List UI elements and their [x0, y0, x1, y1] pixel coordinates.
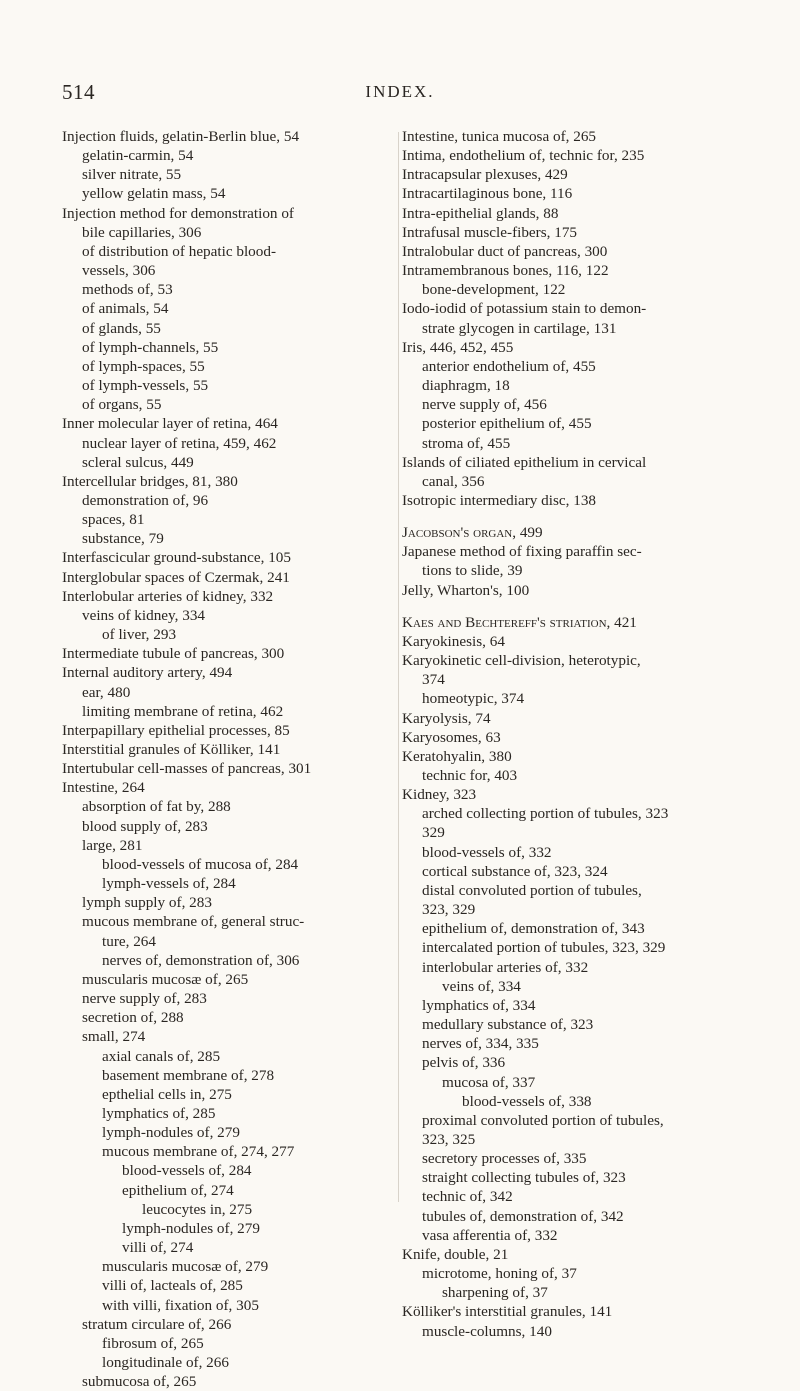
- index-subentry: medullary substance of, 323: [422, 1016, 594, 1034]
- index-entry: Jacobson's organ, 499: [402, 524, 543, 542]
- index-entry: Intertubular cell-masses of pancreas, 301: [62, 760, 312, 778]
- index-subentry: 323, 329: [422, 901, 476, 919]
- index-subentry: leucocytes in, 275: [142, 1200, 253, 1218]
- index-subentry: blood-vessels of, 284: [122, 1162, 252, 1180]
- index-subentry: secretion of, 288: [82, 1009, 184, 1027]
- index-subentry: straight collecting tubules of, 323: [422, 1169, 626, 1187]
- index-subentry: interlobular arteries of, 332: [422, 958, 589, 976]
- index-subentry: nerve supply of, 283: [82, 990, 207, 1008]
- index-subentry: fibrosum of, 265: [102, 1334, 204, 1352]
- index-subentry: gelatin-carmin, 54: [82, 147, 194, 165]
- index-subentry: epithelium of, 274: [122, 1181, 234, 1199]
- section-gap: [402, 600, 740, 613]
- index-entry: Japanese method of fixing paraffin sec-: [402, 543, 642, 561]
- index-subentry: nerve supply of, 456: [422, 396, 547, 414]
- index-subentry: absorption of fat by, 288: [82, 798, 231, 816]
- index-subentry: muscularis mucosæ of, 279: [102, 1258, 269, 1276]
- index-entry: Jelly, Wharton's, 100: [402, 581, 530, 599]
- index-entry: Isotropic intermediary disc, 138: [402, 491, 597, 509]
- index-subentry: limiting membrane of retina, 462: [82, 702, 284, 720]
- index-subentry: 323, 325: [422, 1130, 476, 1148]
- index-subentry: nerves of, 334, 335: [422, 1035, 539, 1053]
- index-subentry: lymph-nodules of, 279: [102, 1124, 240, 1142]
- index-entry: Interpapillary epithelial processes, 85: [62, 721, 290, 739]
- index-subentry: diaphragm, 18: [422, 377, 510, 395]
- index-entry: Intestine, 264: [62, 779, 145, 797]
- index-subentry: of lymph-vessels, 55: [82, 377, 209, 395]
- index-subentry: villi of, lacteals of, 285: [102, 1277, 243, 1295]
- index-subentry: ear, 480: [82, 683, 131, 701]
- index-subentry: pelvis of, 336: [422, 1054, 506, 1072]
- page-number: 514: [62, 80, 95, 104]
- index-column-left: [62, 127, 390, 1391]
- index-entry: Injection method for demonstration of: [62, 204, 294, 222]
- index-subentry: bile capillaries, 306: [82, 223, 202, 241]
- index-entry: Intracapsular plexuses, 429: [402, 166, 568, 184]
- index-subentry: of lymph-spaces, 55: [82, 357, 205, 375]
- index-entry: Karyokinetic cell-division, heterotypic,: [402, 652, 641, 670]
- index-subentry: large, 281: [82, 836, 143, 854]
- running-title: INDEX.: [365, 82, 435, 101]
- index-subentry: spaces, 81: [82, 511, 145, 529]
- index-entry: Karyolysis, 74: [402, 709, 491, 727]
- index-subentry: axial canals of, 285: [102, 1047, 221, 1065]
- index-subentry: blood-vessels of, 338: [462, 1092, 592, 1110]
- index-subentry: technic for, 403: [422, 767, 518, 784]
- index-entry: Kaes and Bechtereff's striation, 421: [402, 613, 637, 631]
- index-entry: Intramembranous bones, 116, 122: [402, 262, 609, 280]
- column-divider: [398, 132, 399, 1202]
- index-subentry: arched collecting portion of tubules, 323: [422, 805, 669, 823]
- index-subentry: lymphatics of, 285: [102, 1104, 216, 1122]
- index-subentry: muscularis mucosæ of, 265: [82, 970, 249, 988]
- index-subentry: submucosa of, 265: [82, 1373, 197, 1391]
- index-subentry: nerves of, demonstration of, 306: [102, 951, 300, 969]
- index-subentry: microtome, honing of, 37: [422, 1265, 577, 1283]
- index-subentry: stroma of, 455: [422, 434, 511, 452]
- index-entry: Interfascicular ground-substance, 105: [62, 549, 291, 567]
- index-subentry: demonstration of, 96: [82, 491, 209, 509]
- index-entry: Karyosomes, 63: [402, 728, 501, 746]
- index-subentry: longitudinale of, 266: [102, 1354, 229, 1371]
- index-subentry: veins of, 334: [442, 977, 521, 995]
- index-subentry: blood-vessels of, 332: [422, 843, 552, 861]
- index-subentry: lymphatics of, 334: [422, 996, 536, 1014]
- index-subentry: anterior endothelium of, 455: [422, 357, 596, 375]
- index-subentry: veins of kidney, 334: [82, 606, 206, 624]
- index-subentry: silver nitrate, 55: [82, 166, 182, 184]
- index-entry: Intracartilaginous bone, 116: [402, 185, 573, 203]
- index-entry: Kidney, 323: [402, 786, 477, 804]
- page-header: [62, 80, 738, 106]
- index-entry: Karyokinesis, 64: [402, 632, 505, 650]
- index-entry: Intestine, tunica mucosa of, 265: [402, 128, 597, 145]
- index-subentry: epithelium of, demonstration of, 343: [422, 920, 645, 938]
- index-entry: Internal auditory artery, 494: [62, 664, 233, 682]
- index-entry: Intrafusal muscle-fibers, 175: [402, 223, 578, 241]
- index-column-right: [402, 127, 740, 1341]
- index-subentry: mucosa of, 337: [442, 1073, 536, 1091]
- index-subentry: intercalated portion of tubules, 323, 329: [422, 939, 666, 957]
- index-subentry: vasa afferentia of, 332: [422, 1226, 558, 1244]
- index-entry: Intermediate tubule of pancreas, 300: [62, 645, 285, 663]
- index-subentry: ture, 264: [102, 932, 156, 950]
- index-subentry: canal, 356: [422, 472, 485, 490]
- index-entry: Iris, 446, 452, 455: [402, 338, 514, 356]
- index-subentry: of distribution of hepatic blood-: [82, 242, 277, 260]
- index-subentry: secretory processes of, 335: [422, 1150, 587, 1168]
- index-subentry: small, 274: [82, 1028, 146, 1046]
- index-subentry: distal convoluted portion of tubules,: [422, 881, 642, 899]
- index-subentry: 329: [422, 824, 445, 842]
- index-subentry: with villi, fixation of, 305: [102, 1296, 259, 1314]
- index-subentry: of glands, 55: [82, 319, 161, 337]
- index-subentry: lymph-vessels of, 284: [102, 875, 236, 893]
- index-subentry: posterior epithelium of, 455: [422, 415, 592, 433]
- index-subentry: proximal convoluted portion of tubules,: [422, 1111, 664, 1129]
- index-entry: Islands of ciliated epithelium in cervical: [402, 453, 647, 471]
- index-subentry: blood-vessels of mucosa of, 284: [102, 855, 299, 873]
- index-subentry: muscle-columns, 140: [422, 1322, 552, 1340]
- index-subentry: tubules of, demonstration of, 342: [422, 1207, 624, 1225]
- index-subentry: vessels, 306: [82, 262, 156, 280]
- index-subentry: strate glycogen in cartilage, 131: [422, 319, 617, 337]
- index-subentry: of liver, 293: [102, 626, 177, 644]
- index-subentry: of animals, 54: [82, 300, 169, 318]
- index-entry: Inner molecular layer of retina, 464: [62, 415, 278, 433]
- index-entry: Intralobular duct of pancreas, 300: [402, 242, 608, 260]
- index-subentry: 374: [422, 671, 445, 689]
- index-subentry: of organs, 55: [82, 396, 162, 414]
- index-subentry: villi of, 274: [122, 1239, 194, 1257]
- index-subentry: blood supply of, 283: [82, 817, 208, 835]
- index-subentry: nuclear layer of retina, 459, 462: [82, 434, 277, 452]
- index-subentry: mucous membrane of, general struc-: [82, 913, 305, 931]
- index-entry: Keratohyalin, 380: [402, 747, 512, 765]
- index-entry: Intra-epithelial glands, 88: [402, 204, 559, 222]
- index-subentry: of lymph-channels, 55: [82, 338, 219, 356]
- index-subentry: stratum circulare of, 266: [82, 1315, 232, 1333]
- index-subentry: methods of, 53: [82, 281, 173, 299]
- index-entry: Interglobular spaces of Czermak, 241: [62, 568, 290, 586]
- index-entry: Intima, endothelium of, technic for, 235: [402, 147, 645, 165]
- index-entry: Intercellular bridges, 81, 380: [62, 472, 238, 490]
- index-entry: Injection fluids, gelatin-Berlin blue, 54: [62, 128, 300, 145]
- index-entry: Interstitial granules of Kölliker, 141: [62, 741, 281, 758]
- index-subentry: yellow gelatin mass, 54: [82, 185, 226, 203]
- index-subentry: bone-development, 122: [422, 281, 566, 299]
- index-entry: Interlobular arteries of kidney, 332: [62, 587, 274, 605]
- index-subentry: mucous membrane of, 274, 277: [102, 1143, 295, 1161]
- index-subentry: tions to slide, 39: [422, 562, 523, 580]
- index-entry: Knife, double, 21: [402, 1245, 509, 1263]
- section-gap: [402, 510, 740, 523]
- index-entry: Kölliker's interstitial granules, 141: [402, 1303, 613, 1321]
- index-subentry: epthelial cells in, 275: [102, 1085, 232, 1103]
- index-subentry: cortical substance of, 323, 324: [422, 862, 608, 880]
- index-subentry: substance, 79: [82, 530, 164, 548]
- index-subentry: sharpening of, 37: [442, 1284, 548, 1302]
- index-subentry: lymph supply of, 283: [82, 894, 212, 912]
- index-subentry: basement membrane of, 278: [102, 1066, 275, 1084]
- index-subentry: scleral sulcus, 449: [82, 453, 194, 471]
- index-subentry: technic of, 342: [422, 1188, 513, 1206]
- index-subentry: homeotypic, 374: [422, 690, 525, 708]
- index-subentry: lymph-nodules of, 279: [122, 1219, 260, 1237]
- index-entry: Iodo-iodid of potassium stain to demon-: [402, 300, 647, 318]
